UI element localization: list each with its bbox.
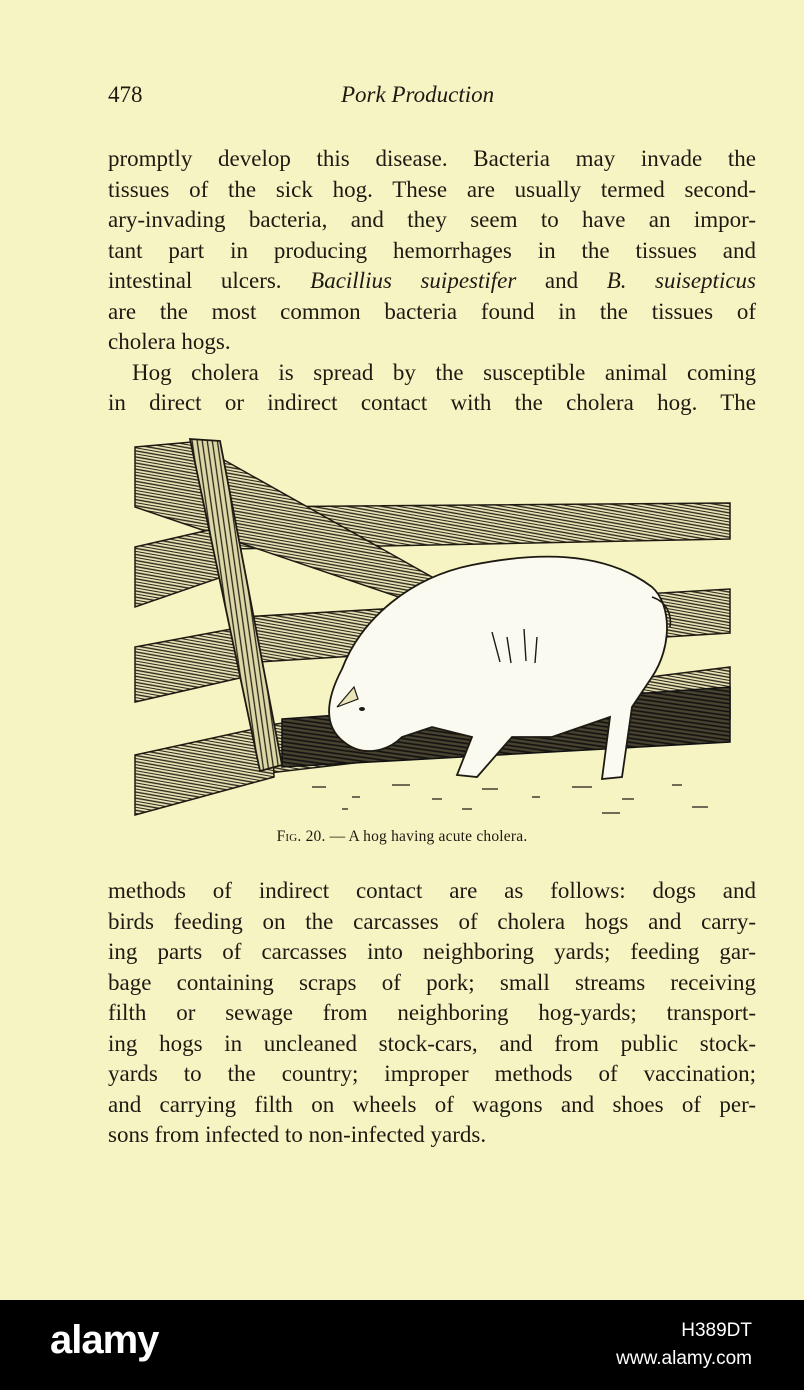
text-line: tissues of the sick hog. These are usually termed second- [108, 176, 756, 202]
page-number: 478 [108, 82, 143, 107]
hog-eye [359, 707, 365, 711]
fence-rail [135, 627, 244, 702]
text-line: in direct or indirect contact with the cholera hog. The [108, 390, 756, 415]
text-line: cholera hogs. [108, 329, 231, 354]
page-header [108, 82, 758, 116]
image-id: H389DT [681, 1320, 752, 1341]
text-run: and [544, 268, 579, 293]
text-line-mixed [108, 266, 756, 297]
figure-label: Fig. [276, 828, 302, 845]
text-line: are the most common bacteria found in the tissues of [108, 298, 756, 324]
running-title: Pork Production [341, 82, 495, 107]
text-line: tant part in producing hemorrhages in the tissues and [108, 237, 756, 263]
figure-caption [0, 828, 804, 846]
text-line: ing hogs in uncleaned stock-cars, and from public stock- [108, 1030, 756, 1056]
ground-marks [312, 785, 708, 813]
figure-caption-text: 20. — A hog having acute cholera. [305, 828, 528, 845]
species-name: Bacillius suipestifer [310, 268, 517, 293]
watermark-url: www.alamy.com [616, 1348, 752, 1369]
species-name: B. suisepticus [606, 268, 756, 293]
text-line: yards to the country; improper methods of vaccination; [108, 1061, 756, 1086]
text-line: promptly develop this disease. Bacteria may invade the [108, 146, 756, 171]
alamy-logo: alamy [50, 1318, 159, 1362]
text-line: Hog cholera is spread by the susceptible animal coming [132, 359, 756, 385]
hog-illustration [132, 437, 732, 827]
text-line: bage containing scraps of pork; small streams receiving [108, 969, 756, 995]
text-line: birds feeding on the carcasses of cholera hogs and carry- [108, 908, 756, 934]
text-line: ing parts of carcasses into neighboring yards; feeding gar- [108, 939, 756, 964]
paragraph-top [108, 144, 756, 419]
fence-rail [135, 527, 222, 607]
text-line: methods of indirect contact are as follows: dogs and [108, 878, 756, 903]
text-line: sons from infected to non-infected yards. [108, 1122, 487, 1147]
text-run: intestinal ulcers. [108, 268, 282, 293]
text-line: and carrying filth on wheels of wagons and shoes of per- [108, 1091, 756, 1117]
watermark-bar [0, 1300, 804, 1390]
paragraph-bottom [108, 876, 756, 1151]
text-line: ary-invading bacteria, and they seem to have an impor- [108, 207, 756, 232]
text-line: filth or sewage from neighboring hog-yards; transport- [108, 1000, 756, 1025]
